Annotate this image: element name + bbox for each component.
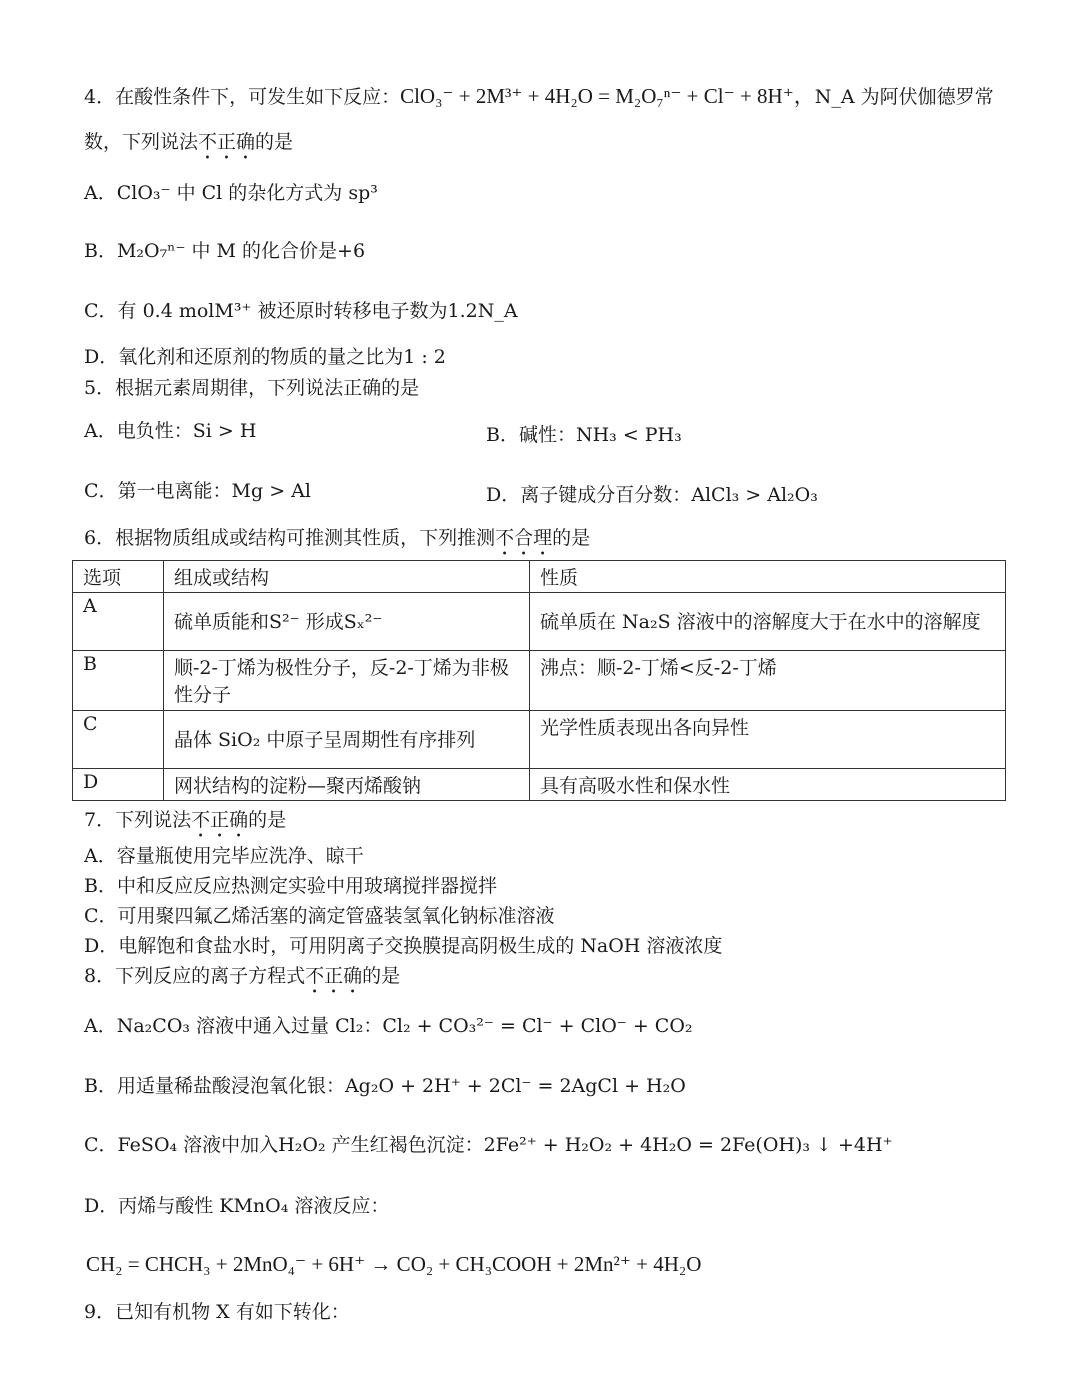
q8-stem xyxy=(84,965,400,998)
q7-option-a: A．容量瓶使用完毕应洗净、晾干 xyxy=(84,845,364,867)
q8-stem-text: 8．下列反应的离子方程式 xyxy=(84,965,306,987)
q9-stem: 9．已知有机物 X 有如下转化： xyxy=(84,1301,350,1323)
q6-row-b-structure-line1: 顺-2-丁烯为极性分子，反-2-丁烯为非极 xyxy=(174,657,509,679)
q5-option-a: A．电负性：Si > H xyxy=(84,420,257,442)
q8-option-b: B．用适量稀盐酸浸泡氧化银：Ag₂O + 2H⁺ + 2Cl⁻ = 2AgCl + H₂O xyxy=(84,1075,686,1097)
q6-header-structure: 组成或结构 xyxy=(164,561,530,593)
q6-row-a xyxy=(73,593,1006,651)
q6-row-b xyxy=(73,651,1006,711)
q6-row-c-option: C xyxy=(73,711,164,769)
q4-stem-tail: 的是 xyxy=(255,131,294,153)
q7-option-b: B．中和反应反应热测定实验中用玻璃搅拌器搅拌 xyxy=(84,875,497,897)
q6-row-c-structure: 晶体 SiO₂ 中原子呈周期性有序排列 xyxy=(174,729,476,751)
q7-stem-tail: 的是 xyxy=(248,809,287,831)
q4-stem-prefix: 4．在酸性条件下，可发生如下反应： xyxy=(84,86,401,108)
q4-option-c: C．有 0.4 molM³⁺ 被还原时转移电子数为1.2N_A xyxy=(84,300,518,322)
q4-option-a: A．ClO₃⁻ 中 Cl 的杂化方式为 sp³ xyxy=(84,182,378,204)
q4-stem-line2 xyxy=(84,131,293,164)
q6-row-c xyxy=(73,711,1006,769)
q6-row-c-structure-cell xyxy=(164,711,530,769)
q5-stem: 5．根据元素周期律，下列说法正确的是 xyxy=(84,377,420,399)
q7-stem-text: 7．下列说法 xyxy=(84,809,192,831)
q5-option-b: B．碱性：NH₃ < PH₃ xyxy=(486,424,682,446)
q7-stem xyxy=(84,809,286,842)
q6-row-d xyxy=(73,769,1006,801)
q6-stem-tail: 的是 xyxy=(552,527,591,549)
q8-emphasis: 不正确 xyxy=(305,965,363,987)
q6-stem-text: 6．根据物质组成或结构可推测其性质，下列推测 xyxy=(84,527,496,549)
q4-stem-text: 数，下列说法 xyxy=(84,131,199,153)
q6-row-d-structure: 网状结构的淀粉—聚丙烯酸钠 xyxy=(164,769,530,801)
q6-header-option: 选项 xyxy=(73,561,164,593)
q6-row-b-structure-line2: 性分子 xyxy=(174,684,232,706)
q4-stem-line1 xyxy=(84,84,994,109)
q6-row-a-structure-cell xyxy=(164,593,530,651)
q8-option-a: A．Na₂CO₃ 溶液中通入过量 Cl₂：Cl₂ + CO₃²⁻ = Cl⁻ + ClO⁻ + CO₂ xyxy=(84,1015,693,1037)
q6-stem xyxy=(84,527,590,560)
q4-option-b: B．M₂O₇ⁿ⁻ 中 M 的化合价是+6 xyxy=(84,240,366,262)
q4-emphasis: 不正确 xyxy=(198,131,256,153)
q6-emphasis: 不合理 xyxy=(495,527,553,549)
q6-row-a-property-cell xyxy=(530,593,1006,651)
q7-option-c: C．可用聚四氟乙烯活塞的滴定管盛装氢氧化钠标准溶液 xyxy=(84,905,555,927)
q6-row-b-option: B xyxy=(73,651,164,711)
q8-d-equation: CH₂ = CHCH₃ + 2MnO₄⁻ + 6H⁺ → CO₂ + CH₃COOH + 2Mn²⁺ + 4H₂O xyxy=(86,1252,702,1276)
q6-header-row xyxy=(73,561,1006,593)
q6-row-c-property: 光学性质表现出各向异性 xyxy=(530,711,1006,769)
q8-option-d: D．丙烯与酸性 KMnO₄ 溶液反应： xyxy=(84,1195,390,1217)
q8-stem-tail: 的是 xyxy=(362,965,401,987)
q6-row-a-option: A xyxy=(73,593,164,651)
q5-option-c: C．第一电离能：Mg > Al xyxy=(84,480,311,502)
q8-option-c: C．FeSO₄ 溶液中加入H₂O₂ 产生红褐色沉淀：2Fe²⁺ + H₂O₂ + 4H₂O = 2Fe(OH)₃ ↓ +4H⁺ xyxy=(84,1134,893,1156)
q6-row-b-structure-cell xyxy=(164,651,530,711)
q6-table xyxy=(72,560,1006,801)
q6-row-d-property: 具有高吸水性和保水性 xyxy=(530,769,1006,801)
q6-row-d-option: D xyxy=(73,769,164,801)
q7-option-d: D．电解饱和食盐水时，可用阴离子交换膜提高阴极生成的 NaOH 溶液浓度 xyxy=(84,935,723,957)
q7-emphasis: 不正确 xyxy=(191,809,249,831)
q4-equation: ClO₃⁻ + 2M³⁺ + 4H₂O = M₂O₇ⁿ⁻ + Cl⁻ + 8H⁺， xyxy=(400,84,815,108)
q6-row-b-property: 沸点：顺-2-丁烯<反-2-丁烯 xyxy=(530,651,1006,711)
q6-row-a-property: 硫单质在 Na₂S 溶液中的溶解度大于在水中的溶解度 xyxy=(540,611,981,633)
q5-option-d: D．离子键成分百分数：AlCl₃ > Al₂O₃ xyxy=(486,484,818,506)
q6-row-a-structure: 硫单质能和S²⁻ 形成Sₓ²⁻ xyxy=(174,611,383,633)
q4-na-note: N_A 为阿伏伽德罗常 xyxy=(814,86,994,108)
q4-option-d: D．氧化剂和还原剂的物质的量之比为1 : 2 xyxy=(84,346,446,368)
q6-header-property: 性质 xyxy=(530,561,1006,593)
